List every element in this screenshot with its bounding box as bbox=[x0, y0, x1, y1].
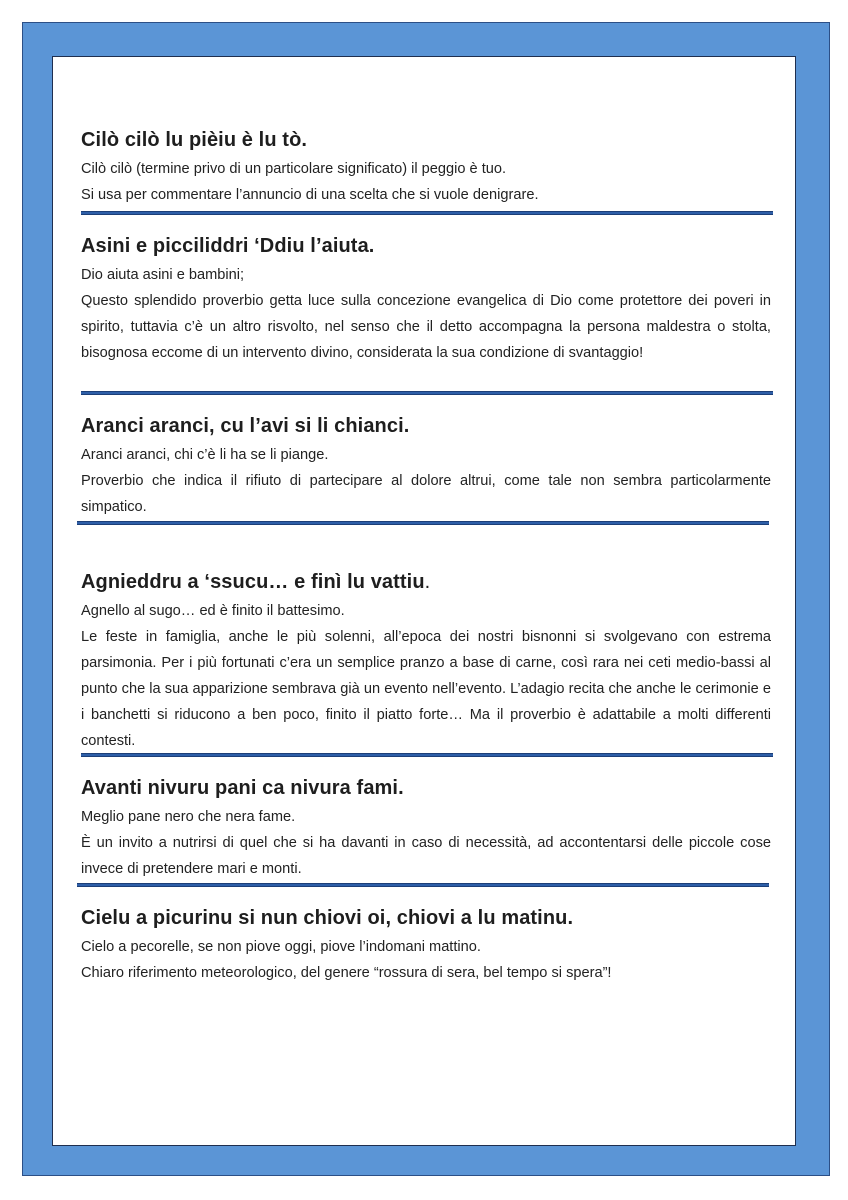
proverb-title bbox=[81, 569, 771, 595]
document-page bbox=[52, 56, 796, 1146]
proverb-entry bbox=[81, 127, 771, 208]
proverb-entry bbox=[81, 413, 771, 520]
proverb-title-tail: . bbox=[424, 571, 431, 593]
proverb-comment: Proverbio che indica il rifiuto di partecipare al dolore altrui, come tale non sembra particolarmente simpatico. bbox=[81, 473, 771, 515]
section-divider bbox=[81, 211, 773, 215]
proverb-translation: Agnello al sugo… ed è finito il battesimo. bbox=[81, 603, 345, 619]
proverb-entry bbox=[81, 569, 771, 754]
proverb-title: Cielu a picurinu si nun chiovi oi, chiovi a lu matinu. bbox=[81, 907, 574, 929]
proverb-title-text: Agnieddru a ‘ssucu… e finì lu vattiu bbox=[81, 571, 425, 593]
proverb-comment: Le feste in famiglia, anche le più solenni, all’epoca dei nostri bisnonni si svolgevano con estrema parsimonia. Per i più fortunati c’era un semplice pranzo a base di carne, così rara nei ceti medio-bassi al punto che la sua apparizione sembrava già un evento nell’evento. L’adagio recita che anche le cerimonie e i banchetti si riducono a ben poco, finito il piatto forte… Ma il proverbio è adattabile a molti differenti contesti. bbox=[81, 629, 771, 749]
proverb-comment: È un invito a nutrirsi di quel che si ha davanti in caso di necessità, ad accontentarsi delle piccole cose invece di pretendere mari e monti. bbox=[81, 835, 771, 877]
section-divider bbox=[81, 753, 773, 757]
proverb-translation: Aranci aranci, chi c’è li ha se li piange. bbox=[81, 447, 329, 463]
section-divider bbox=[77, 883, 769, 887]
proverb-title: Avanti nivuru pani ca nivura fami. bbox=[81, 777, 404, 799]
proverb-entry bbox=[81, 233, 771, 366]
proverb-translation: Cielo a pecorelle, se non piove oggi, piove l’indomani mattino. bbox=[81, 939, 481, 955]
proverb-comment: Chiaro riferimento meteorologico, del genere “rossura di sera, bel tempo si spera”! bbox=[81, 965, 612, 981]
section-divider bbox=[81, 391, 773, 395]
proverb-translation: Meglio pane nero che nera fame. bbox=[81, 809, 296, 825]
proverb-title: Asini e picciliddri ‘Ddiu l’aiuta. bbox=[81, 235, 375, 257]
proverb-translation: Dio aiuta asini e bambini; bbox=[81, 267, 245, 283]
section-divider bbox=[77, 521, 769, 525]
proverb-title: Cilò cilò lu pièiu è lu tò. bbox=[81, 129, 308, 151]
proverb-entry bbox=[81, 905, 771, 986]
proverb-translation: Cilò cilò (termine privo di un particolare significato) il peggio è tuo. bbox=[81, 161, 507, 177]
proverb-title: Aranci aranci, cu l’avi si li chianci. bbox=[81, 415, 410, 437]
proverb-entry bbox=[81, 775, 771, 882]
proverb-comment: Si usa per commentare l’annuncio di una scelta che si vuole denigrare. bbox=[81, 187, 539, 203]
proverb-comment: Questo splendido proverbio getta luce sulla concezione evangelica di Dio come protettore dei poveri in spirito, tuttavia c’è un altro risvolto, nel senso che il detto accompagna la persona maldestra o stolta, bisognosa eccome di un intervento divino, considerata la sua condizione di svantaggio! bbox=[81, 293, 771, 361]
